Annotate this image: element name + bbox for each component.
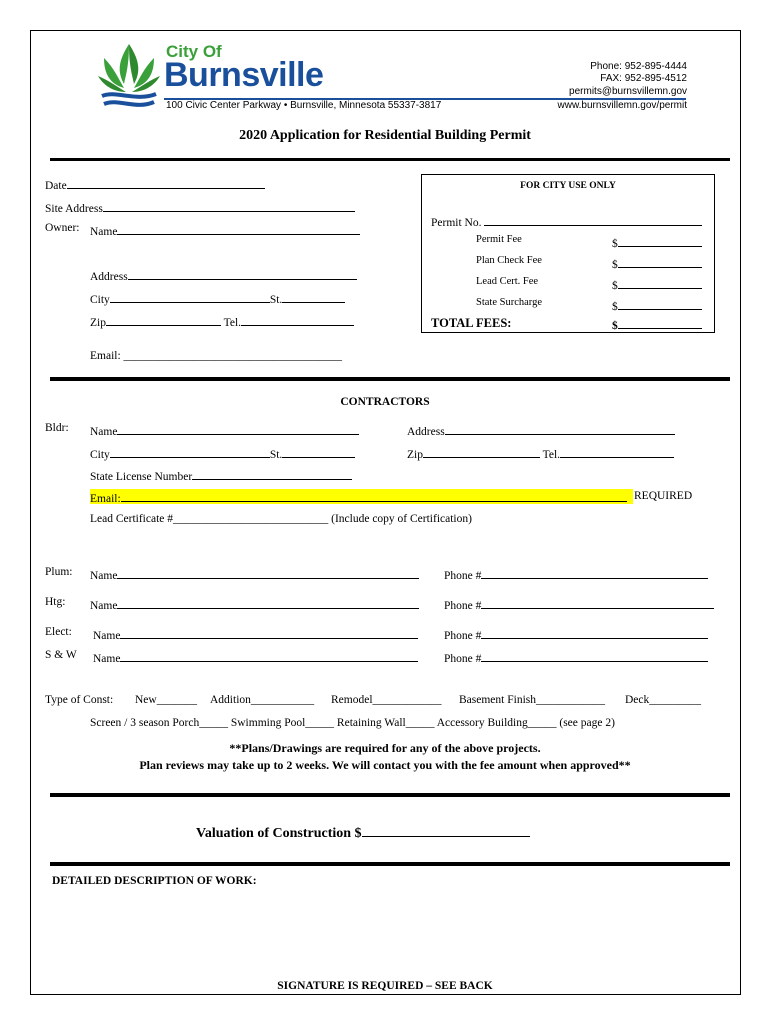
bldr-city-field[interactable]: City St.	[90, 445, 355, 461]
type-of-const-label: Type of Const:	[45, 694, 114, 706]
logo-city-of: City Of	[166, 42, 222, 61]
date-field[interactable]: Date	[45, 176, 265, 192]
owner-address-field[interactable]: Address	[90, 267, 357, 283]
sw-phone-field[interactable]: Phone #	[444, 649, 708, 665]
sw-name-field[interactable]: Name	[93, 649, 418, 665]
page-title: 2020 Application for Residential Building Permit	[239, 128, 531, 143]
divider	[50, 793, 730, 797]
permit-fee-label: Permit Fee	[476, 234, 522, 245]
htg-name-field[interactable]: Name	[90, 596, 419, 612]
contractors-heading: CONTRACTORS	[340, 396, 430, 408]
description-heading: DETAILED DESCRIPTION OF WORK:	[52, 875, 257, 887]
bldr-zip-field[interactable]: Zip Tel.	[407, 445, 674, 461]
city-use-heading: FOR CITY USE ONLY	[520, 181, 616, 191]
elect-label: Elect:	[45, 626, 72, 638]
logo-burnsville: Burnsville	[164, 56, 324, 94]
valuation-field[interactable]: Valuation of Construction $	[196, 821, 530, 842]
permit-fee-field[interactable]: $	[612, 234, 702, 250]
email-link[interactable]: permits@burnsvillemn.gov	[569, 86, 687, 97]
state-surcharge-field[interactable]: $	[612, 297, 702, 313]
elect-phone-field[interactable]: Phone #	[444, 626, 708, 642]
htg-label: Htg:	[45, 596, 66, 608]
plan-check-fee-field[interactable]: $	[612, 255, 702, 271]
htg-phone-field[interactable]: Phone #	[444, 596, 714, 612]
divider	[50, 377, 730, 381]
owner-email-field[interactable]: Email: ______________________________________	[90, 350, 343, 362]
owner-label: Owner:	[45, 222, 80, 234]
permit-no-field[interactable]: Permit No.	[431, 213, 702, 229]
new-field[interactable]: New_______	[135, 694, 197, 706]
remodel-field[interactable]: Remodel____________	[331, 694, 442, 706]
signature-notice: SIGNATURE IS REQUIRED – SEE BACK	[277, 980, 493, 992]
phone-text: Phone: 952-895-4444	[590, 61, 687, 72]
bldr-name-field[interactable]: Name	[90, 422, 359, 438]
lead-cert-fee-field[interactable]: $	[612, 276, 702, 292]
plans-notice: **Plans/Drawings are required for any of the above projects.	[229, 741, 541, 755]
burnsville-leaf-logo-icon	[96, 40, 162, 112]
total-fees-field[interactable]: $	[612, 316, 702, 332]
owner-name-field[interactable]: Name	[90, 222, 360, 238]
description-area[interactable]	[52, 893, 712, 973]
plum-label: Plum:	[45, 566, 73, 578]
site-address-field[interactable]: Site Address	[45, 199, 355, 215]
sw-label: S & W	[45, 649, 77, 661]
addition-field[interactable]: Addition___________	[210, 694, 315, 706]
lead-cert-fee-label: Lead Cert. Fee	[476, 276, 539, 287]
owner-city-field[interactable]: City St.	[90, 290, 345, 306]
state-license-field[interactable]: State License Number	[90, 467, 352, 483]
bldr-email-field[interactable]: Email:	[90, 489, 633, 504]
elect-name-field[interactable]: Name	[93, 626, 418, 642]
construction-types-row2[interactable]: Screen / 3 season Porch_____ Swimming Pool_____ Retaining Wall_____ Accessory Building_____ (see page 2)	[90, 717, 615, 729]
fax-text: FAX: 952-895-4512	[600, 73, 687, 84]
divider	[50, 862, 730, 866]
plum-name-field[interactable]: Name	[90, 566, 419, 582]
deck-field[interactable]: Deck_________	[625, 694, 702, 706]
bldr-label: Bldr:	[45, 422, 69, 434]
required-label: REQUIRED	[634, 490, 693, 502]
bldr-address-field[interactable]: Address	[407, 422, 675, 438]
website-link[interactable]: www.burnsvillemn.gov/permit	[557, 100, 687, 111]
city-address: 100 Civic Center Parkway • Burnsville, Minnesota 55337-3817	[166, 100, 442, 111]
total-fees-label: TOTAL FEES:	[431, 316, 512, 330]
plan-review-notice: Plan reviews may take up to 2 weeks. We will contact you with the fee amount when approved**	[139, 758, 631, 772]
divider	[50, 158, 730, 161]
plan-check-fee-label: Plan Check Fee	[476, 255, 542, 266]
state-surcharge-label: State Surcharge	[476, 297, 542, 308]
lead-certificate-field[interactable]: Lead Certificate #___________________________ (Include copy of Certification)	[90, 513, 472, 525]
basement-finish-field[interactable]: Basement Finish____________	[459, 694, 605, 706]
owner-zip-field[interactable]: Zip Tel.	[90, 313, 354, 329]
plum-phone-field[interactable]: Phone #	[444, 566, 708, 582]
